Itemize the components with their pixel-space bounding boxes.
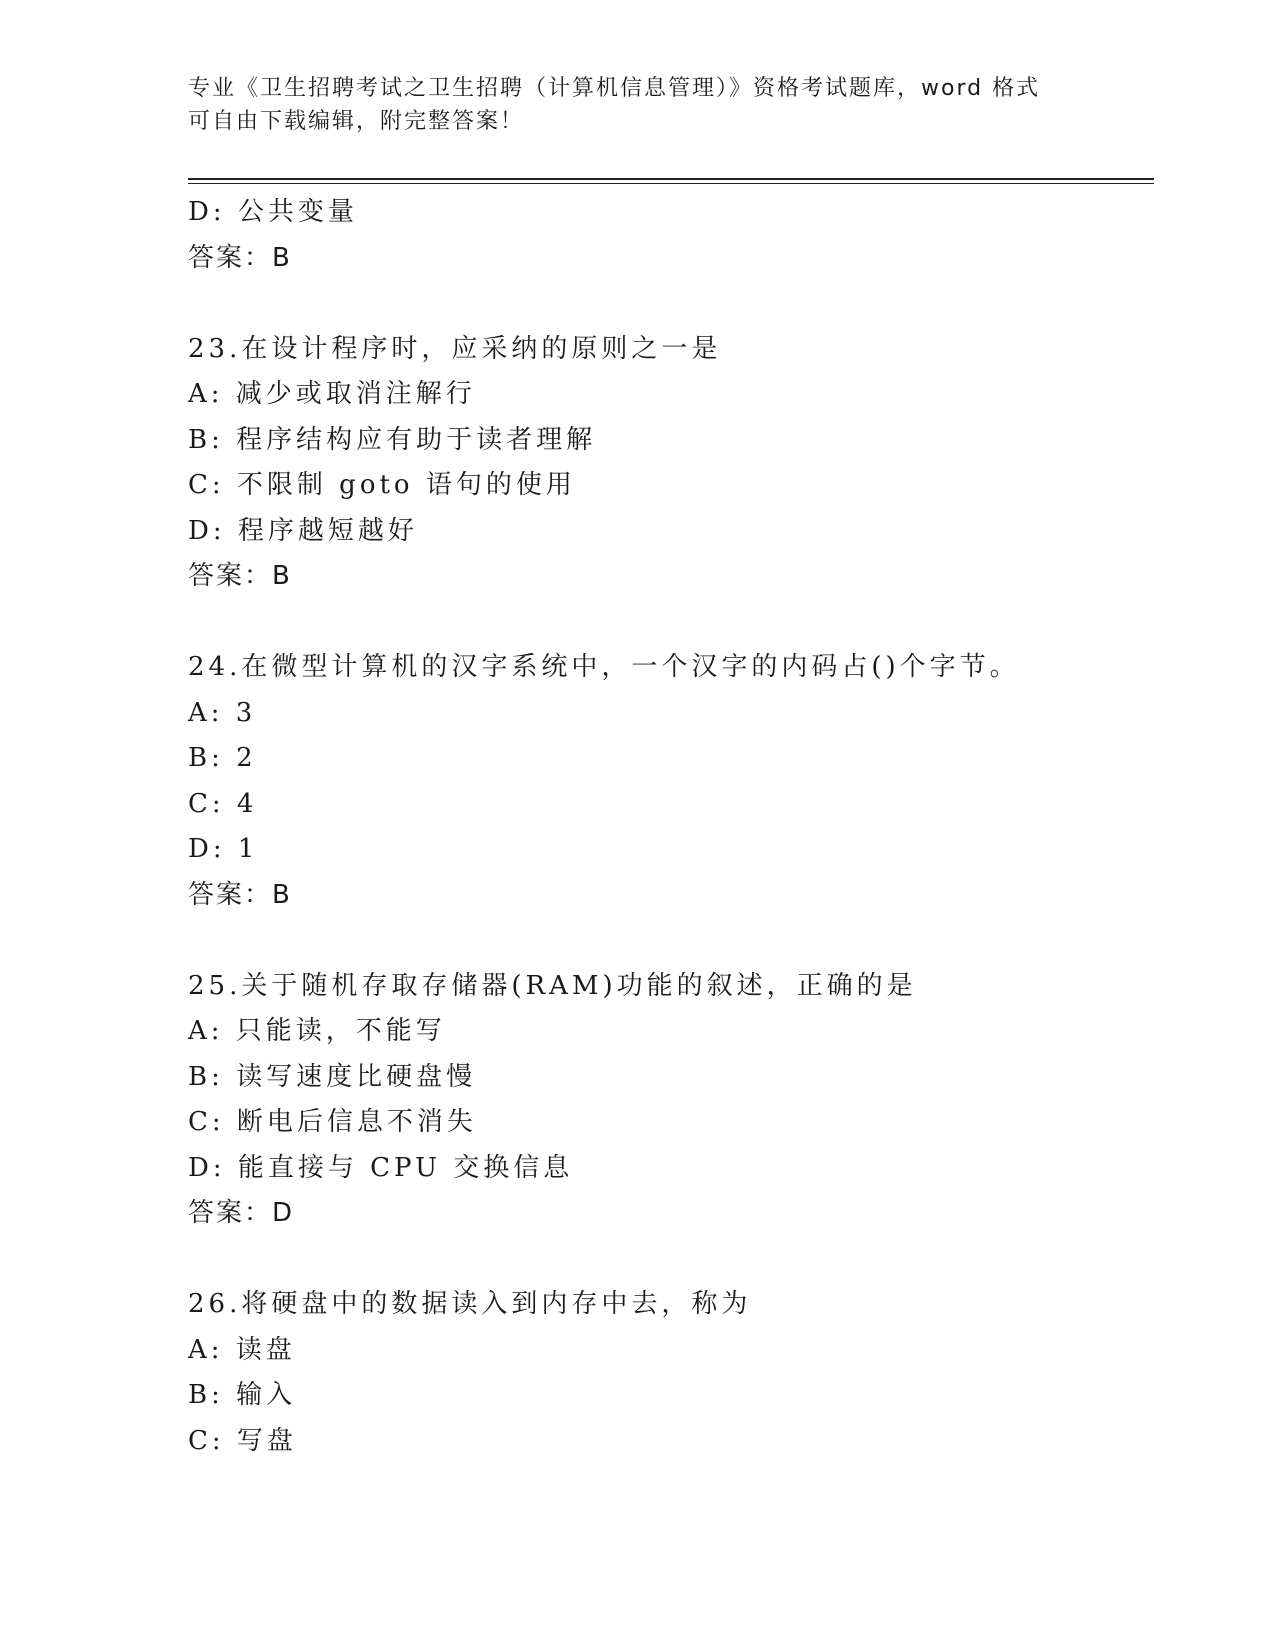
option-d: D: 能直接与 CPU 交换信息 [188,1152,574,1183]
option-c: C: 4 [188,788,258,819]
answer: 答案：D [188,1198,295,1228]
option-c: C: 断电后信息不消失 [188,1107,477,1137]
option-b: B: 程序结构应有助于读者理解 [188,424,597,455]
option-d-continued: D: 公共变量 [188,197,358,227]
answer: 答案：B [188,561,292,591]
question-stem: 25.关于随机存取存储器(RAM)功能的叙述，正确的是 [188,970,917,1001]
option-a: A: 3 [188,697,257,728]
spacer [188,1237,1154,1283]
answer-continued: 答案：B [188,242,292,273]
option-b: B: 输入 [188,1380,297,1410]
question-25 [188,964,1154,1237]
question-stem: 24.在微型计算机的汉字系统中，一个汉字的内码占()个字节。 [188,652,1020,682]
spacer [188,600,1154,646]
header-rule-thick [188,178,1154,180]
option-a: A: 读盘 [188,1334,296,1365]
question-stem: 23.在设计程序时，应采纳的原则之一是 [188,333,722,364]
header-line-1: 专业《卫生招聘考试之卫生招聘（计算机信息管理）》资格考试题库，word 格式 [188,76,1041,101]
option-d: D: 1 [188,834,259,864]
document-header [188,72,1088,138]
header-line-2: 可自由下载编辑，附完整答案！ [188,109,525,134]
question-list [188,190,1154,1464]
option-a: A: 减少或取消注解行 [188,379,476,409]
question-24 [188,645,1154,918]
header-rule-thin [188,183,1154,184]
option-b: B: 2 [188,743,257,773]
option-d: D: 程序越短越好 [188,515,418,546]
option-c: C: 不限制 goto 语句的使用 [188,470,576,500]
option-b: B: 读写速度比硬盘慢 [188,1061,477,1092]
spacer [188,918,1154,964]
option-a: A: 只能读，不能写 [188,1016,446,1046]
question-26 [188,1282,1154,1464]
option-c: C: 写盘 [188,1425,297,1456]
answer: 答案：B [188,879,292,910]
question-stem: 26.将硬盘中的数据读入到内存中去，称为 [188,1289,752,1319]
question-23 [188,327,1154,600]
spacer [188,281,1154,327]
